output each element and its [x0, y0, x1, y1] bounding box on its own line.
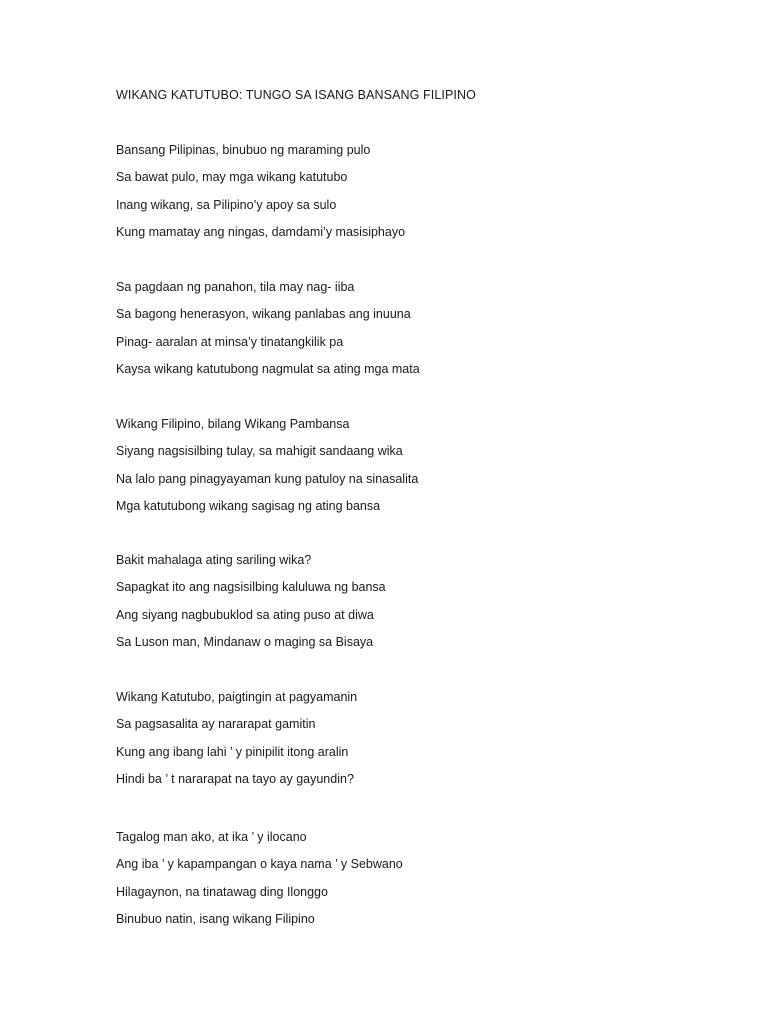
poem-line: Sa bawat pulo, may mga wikang katutubo [116, 170, 348, 185]
poem-line: Siyang nagsisilbing tulay, sa mahigit sandaang wika [116, 444, 403, 459]
poem-line: Kaysa wikang katutubong nagmulat sa ating mga mata [116, 361, 420, 376]
poem-line: Hilagaynon, na tinatawag ding Ilonggo [116, 884, 328, 899]
stanza-1 [116, 142, 405, 251]
poem-line: Wikang Katutubo, paigtingin at pagyamanin [116, 690, 358, 704]
poem-line: Bansang Pilipinas, binubuo ng maraming pulo [116, 143, 371, 157]
poem-line: Ang iba ’ y kapampangan o kaya nama ’ y Sebwano [116, 857, 403, 872]
poem-line: Kung mamatay ang ningas, damdami’y masisiphayo [116, 224, 406, 239]
stanza-3 [116, 416, 418, 525]
poem-line: Sa pagdaan ng panahon, tila may nag- iiba [116, 280, 355, 294]
stanza-5 [116, 689, 357, 798]
poem-line: Na lalo pang pinagyayaman kung patuloy na sinasalita [116, 471, 419, 486]
poem-line: Sapagkat ito ang nagsisilbing kaluluwa ng bansa [116, 580, 386, 595]
poem-line: Kung ang ibang lahi ’ y pinipilit itong aralin [116, 744, 349, 759]
stanza-6 [116, 829, 403, 938]
poem-line: Hindi ba ’ t nararapat na tayo ay gayundin? [116, 771, 354, 786]
poem-line: Bakit mahalaga ating sariling wika? [116, 553, 312, 567]
poem-line: Wikang Filipino, bilang Wikang Pambansa [116, 417, 350, 431]
stanza-2 [116, 279, 420, 388]
poem-line: Ang siyang nagbubuklod sa ating puso at diwa [116, 607, 374, 622]
poem-line: Sa bagong henerasyon, wikang panlabas ang inuuna [116, 307, 411, 322]
poem-line: Tagalog man ako, at ika ’ y ilocano [116, 830, 307, 844]
poem-line: Sa pagsasalita ay nararapat gamitin [116, 717, 316, 732]
poem-line: Binubuo natin, isang wikang Filipino [116, 911, 315, 926]
poem-line: Mga katutubong wikang sagisag ng ating bansa [116, 498, 381, 513]
stanza-4 [116, 552, 386, 661]
poem-title: WIKANG KATUTUBO: TUNGO SA ISANG BANSANG FILIPINO [116, 88, 476, 102]
poem-line: Pinag- aaralan at minsa’y tinatangkilik pa [116, 334, 344, 349]
poem-line: Sa Luson man, Mindanaw o maging sa Bisaya [116, 634, 374, 649]
poem-line: Inang wikang, sa Pilipino’y apoy sa sulo [116, 197, 337, 212]
